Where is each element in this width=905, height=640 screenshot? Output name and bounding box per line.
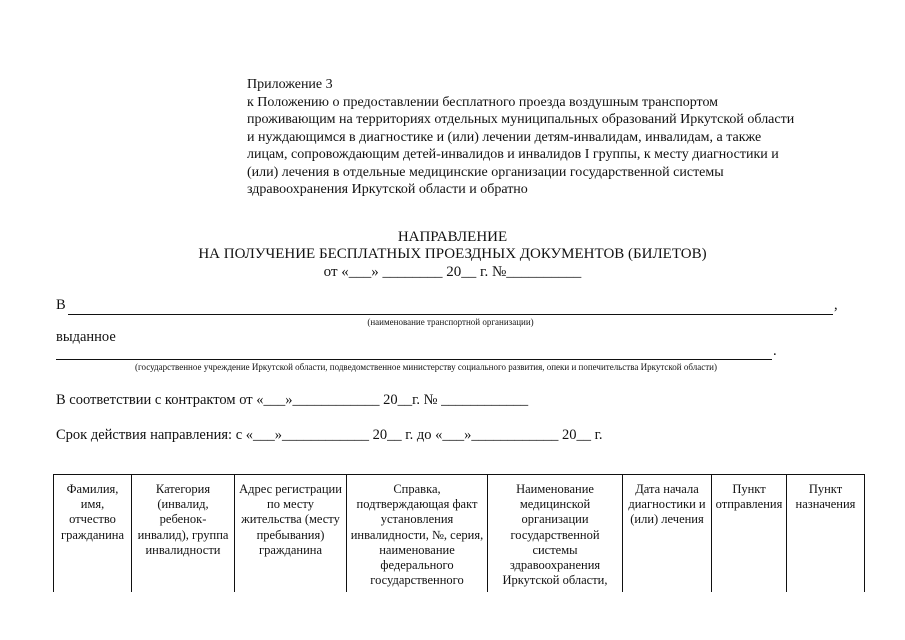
issued-suffix: .	[773, 343, 777, 359]
column-header-certificate: Справка, подтверждающая факт установления инвалидности, №, серия, наименование федерального государственного	[347, 475, 488, 593]
transport-organization-caption: (наименование транспортной организации)	[367, 317, 534, 327]
transport-organization-field[interactable]	[68, 298, 833, 315]
appendix-line: здравоохранения Иркутской области и обратно	[247, 182, 528, 197]
to-prefix: В	[56, 297, 66, 313]
appendix-block	[247, 76, 857, 199]
column-header-address: Адрес регистрации по месту жительства (месту пребывания) гражданина	[235, 475, 347, 593]
appendix-line: проживающим на территориях отдельных муниципальных образований Иркутской области	[247, 112, 795, 127]
column-header-departure-point: Пункт отправления	[712, 475, 787, 593]
column-header-full-name: Фамилия, имя, отчество гражданина	[54, 475, 132, 593]
column-header-start-date: Дата начала диагностики и (или) лечения	[623, 475, 712, 593]
validity-line: Срок действия направления: с «___»____________ 20__ г. до «___»____________ 20__ г.	[56, 427, 603, 443]
column-header-destination-point: Пункт назначения	[787, 475, 865, 593]
document-date-number: от «___» ________ 20__ г. №__________	[323, 264, 582, 280]
issued-label: выданное	[56, 329, 116, 345]
column-header-category: Категория (инвалид, ребенок-инвалид), группа инвалидности	[132, 475, 235, 593]
document-subtitle: НА ПОЛУЧЕНИЕ БЕСПЛАТНЫХ ПРОЕЗДНЫХ ДОКУМЕНТОВ (БИЛЕТОВ)	[198, 246, 707, 262]
appendix-line: и нуждающимся в диагностике и (или) лечении детям-инвалидам, инвалидам, а также	[247, 129, 762, 145]
document-title: НАПРАВЛЕНИЕ	[397, 229, 508, 245]
column-header-medical-organization: Наименование медицинской организации государственной системы здравоохранения Иркутской области,	[488, 475, 623, 593]
appendix-line: лицам, сопровождающим детей-инвалидов и инвалидов I группы, к месту диагностики и	[247, 147, 779, 162]
contract-line: В соответствии с контрактом от «___»____________ 20__г. № ____________	[56, 392, 529, 408]
table-header-row	[54, 475, 865, 593]
to-suffix: ,	[834, 297, 838, 313]
appendix-line: Приложение 3	[247, 77, 333, 92]
issuing-institution-field[interactable]	[56, 343, 772, 360]
appendix-line: к Положению о предоставлении бесплатного проезда воздушным транспортом	[247, 94, 719, 110]
passengers-table	[53, 474, 865, 592]
issuing-institution-caption: (государственное учреждение Иркутской области, подведомственное министерству социального развития, опеки и попечительства Иркутской области)	[135, 362, 717, 372]
appendix-line: (или) лечения в отдельные медицинские организации государственной системы	[247, 164, 724, 180]
